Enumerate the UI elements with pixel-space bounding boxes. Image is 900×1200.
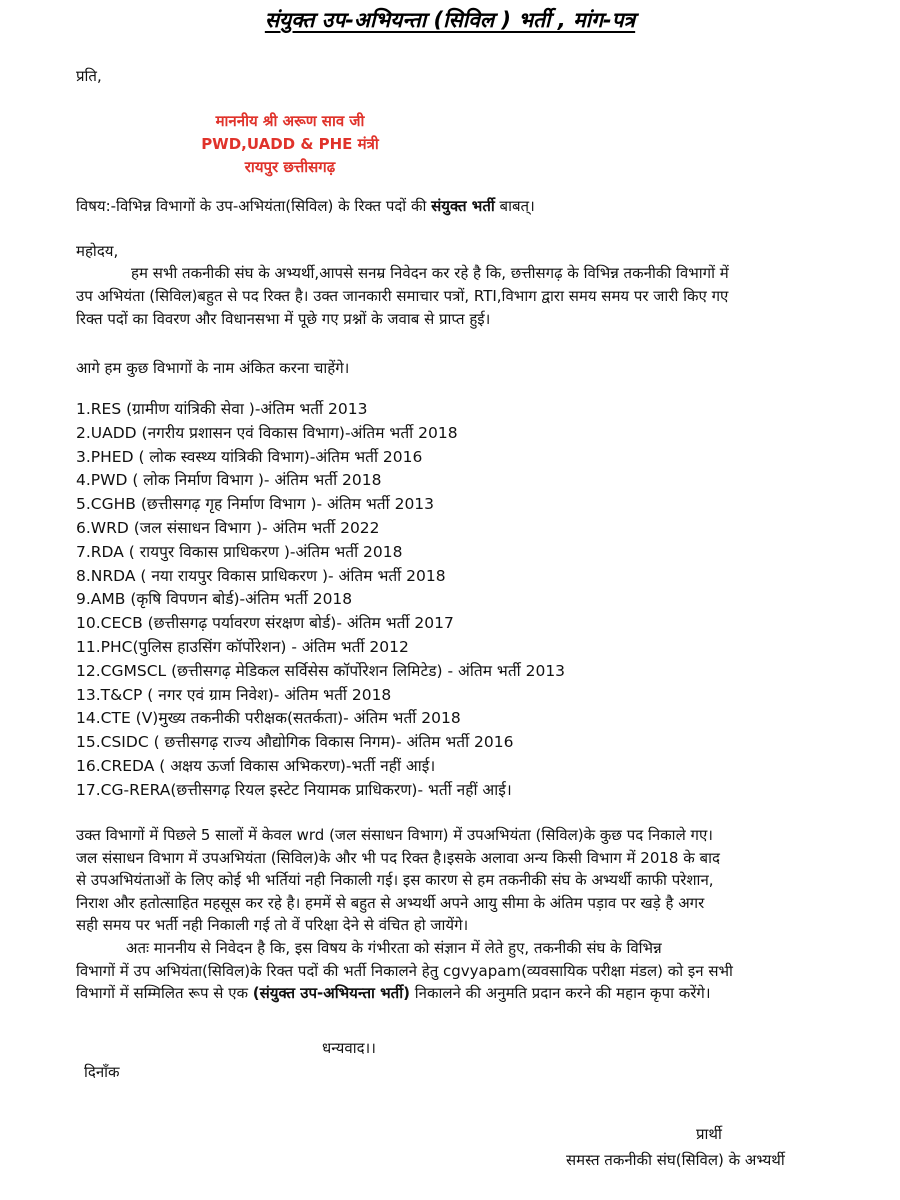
letter-title: संयुक्त उप-अभियन्ता (सिविल ) भर्ती , मांग-पत्र [264,8,636,32]
list-item: 1.RES (ग्रामीण यांत्रिकी सेवा )-अंतिम भर्ती 2013 [76,400,368,418]
request-prefix: विभागों में सम्मिलित रूप से एक [76,984,253,1003]
request-suffix: निकालने की अनुमति प्रदान करने की महान कृपा करेंगे। [409,984,711,1003]
paragraph-line: रिक्त पदों का विवरण और विधानसभा में पूछे गए प्रश्नों के जवाब से प्राप्त हुई। [76,310,491,328]
salutation: महोदय, [76,242,119,260]
list-item: 10.CECB (छत्तीसगढ़ पर्यावरण संरक्षण बोर्ड)- अंतिम भर्ती 2017 [76,614,454,633]
list-item: 3.PHED ( लोक स्वस्थ्य यांत्रिकी विभाग)-अंतिम भर्ती 2016 [76,447,423,466]
list-item: 8.NRDA ( नया रायपुर विकास प्राधिकरण )- अंतिम भर्ती 2018 [76,566,446,585]
paragraph-line: से उपअभियंताओं के लिए कोई भी भर्तियां नही निकाली गई। इस कारण से हम तकनीकी संघ के अभ्यर्थी काफी परेशान, [76,871,714,890]
list-item: 5.CGHB (छत्तीसगढ़ गृह निर्माण विभाग )- अंतिम भर्ती 2013 [76,495,435,514]
request-line [76,982,846,1005]
list-item: 17.CG-RERA(छत्तीसगढ़ रियल इस्टेट नियामक प्राधिकरण)- भर्ती नहीं आई। [76,780,512,799]
paragraph-line: जल संसाधन विभाग में उपअभियंता (सिविल)के और भी पद रिक्त है।इसके अलावा अन्य किसी विभाग में 2018 के बाद [76,848,720,867]
paragraph-line: हम सभी तकनीकी संघ के अभ्यर्थी,आपसे सनम्र निवेदन कर रहे है कि, छत्तीसगढ़ के विभिन्न तकनीकी विभागों में [131,264,729,282]
list-item: 13.T&CP ( नगर एवं ग्राम निवेश)- अंतिम भर्ती 2018 [76,685,392,704]
paragraph-line: निराश और हतोत्साहित महसूस कर रहे है। हममें से बहुत से अभ्यर्थी अपने आयु सीमा के अंतिम पड़ाव पर खड़े है अगर [76,893,705,912]
list-item: 6.WRD (जल संसाधन विभाग )- अंतिम भर्ती 2022 [76,518,380,537]
subject-suffix: बाबत्। [494,197,535,215]
subject-prefix: विषय:-विभिन्न विभागों के उप-अभियंता(सिविल) के रिक्त पदों की [76,197,432,215]
recipient-name: माननीय श्री अरूण साव जी [215,112,365,130]
list-item: 11.PHC(पुलिस हाउसिंग कॉर्पोरेशन) - अंतिम भर्ती 2012 [76,637,409,656]
list-item: 14.CTE (V)मुख्य तकनीकी परीक्षक(सतर्कता)- अंतिम भर्ती 2018 [76,709,461,728]
list-item: 2.UADD (नगरीय प्रशासन एवं विकास विभाग)-अंतिम भर्ती 2018 [76,423,458,442]
list-item: 12.CGMSCL (छत्तीसगढ़ मेडिकल सर्विसेस कॉर्पोरेशन लिमिटेड) - अंतिम भर्ती 2013 [76,661,566,680]
list-item: 7.RDA ( रायपुर विकास प्राधिकरण )-अंतिम भर्ती 2018 [76,542,403,561]
paragraph-intro [76,262,836,331]
paragraph-line: सही समय पर भर्ती नही निकाली गई तो वें परिक्षा देने से वंचित हो जायेंगे। [76,916,469,935]
subject-bold: संयुक्त भर्ती [431,197,495,215]
list-item: 9.AMB (कृषि विपणन बोर्ड)-अंतिम भर्ती 2018 [76,590,353,609]
list-item: 4.PWD ( लोक निर्माण विभाग )- अंतिम भर्ती 2018 [76,471,382,490]
recipient-block [150,110,430,179]
signature-label: प्रार्थी [696,1125,722,1143]
paragraph-line: उप अभियंता (सिविल)बहुत से पद रिक्त है। उक्त जानकारी समाचार पत्रों, RTI,विभाग द्वारा समय समय पर जारी किए गए [76,287,729,305]
subject-line [76,196,535,216]
prati-label: प्रति, [76,67,102,85]
list-item: 15.CSIDC ( छत्तीसगढ़ राज्य औद्योगिक विकास निगम)- अंतिम भर्ती 2016 [76,733,514,752]
paragraph-line: उक्त विभागों में पिछले 5 सालों में केवल wrd (जल संसाधन विभाग) में उपअभियंता (सिविल)के कुछ पद निकाले गए। [76,826,713,844]
department-list [76,398,836,803]
list-item: 16.CREDA ( अक्षय ऊर्जा विकास अभिकरण)-भर्ती नहीं आई। [76,756,436,775]
paragraph-body [76,824,846,1005]
paragraph-line: अतः माननीय से निवेदन है कि, इस विषय के गंभीरता को संज्ञान में लेते हुए, तकनीकी संघ के विभिन्न [126,938,662,957]
thanks-text: धन्यवाद।। [322,1039,376,1057]
date-label: दिनाँक [84,1063,120,1081]
request-bold: (संयुक्त उप-अभियन्ता भर्ती) [252,984,410,1003]
signature-name: समस्त तकनीकी संघ(सिविल) के अभ्यर्थी [566,1151,785,1169]
paragraph-line: विभागों में उप अभियंता(सिविल)के रिक्त पदों की भर्ती निकालने हेतु cgvyapam(व्यवसायिक परीक्षा मंडल) को इन सभी [76,961,733,980]
recipient-location: रायपुर छत्तीसगढ़ [244,158,336,176]
recipient-designation: PWD,UADD & PHE मंत्री [201,135,379,153]
list-intro: आगे हम कुछ विभागों के नाम अंकित करना चाहेंगे। [76,359,350,377]
